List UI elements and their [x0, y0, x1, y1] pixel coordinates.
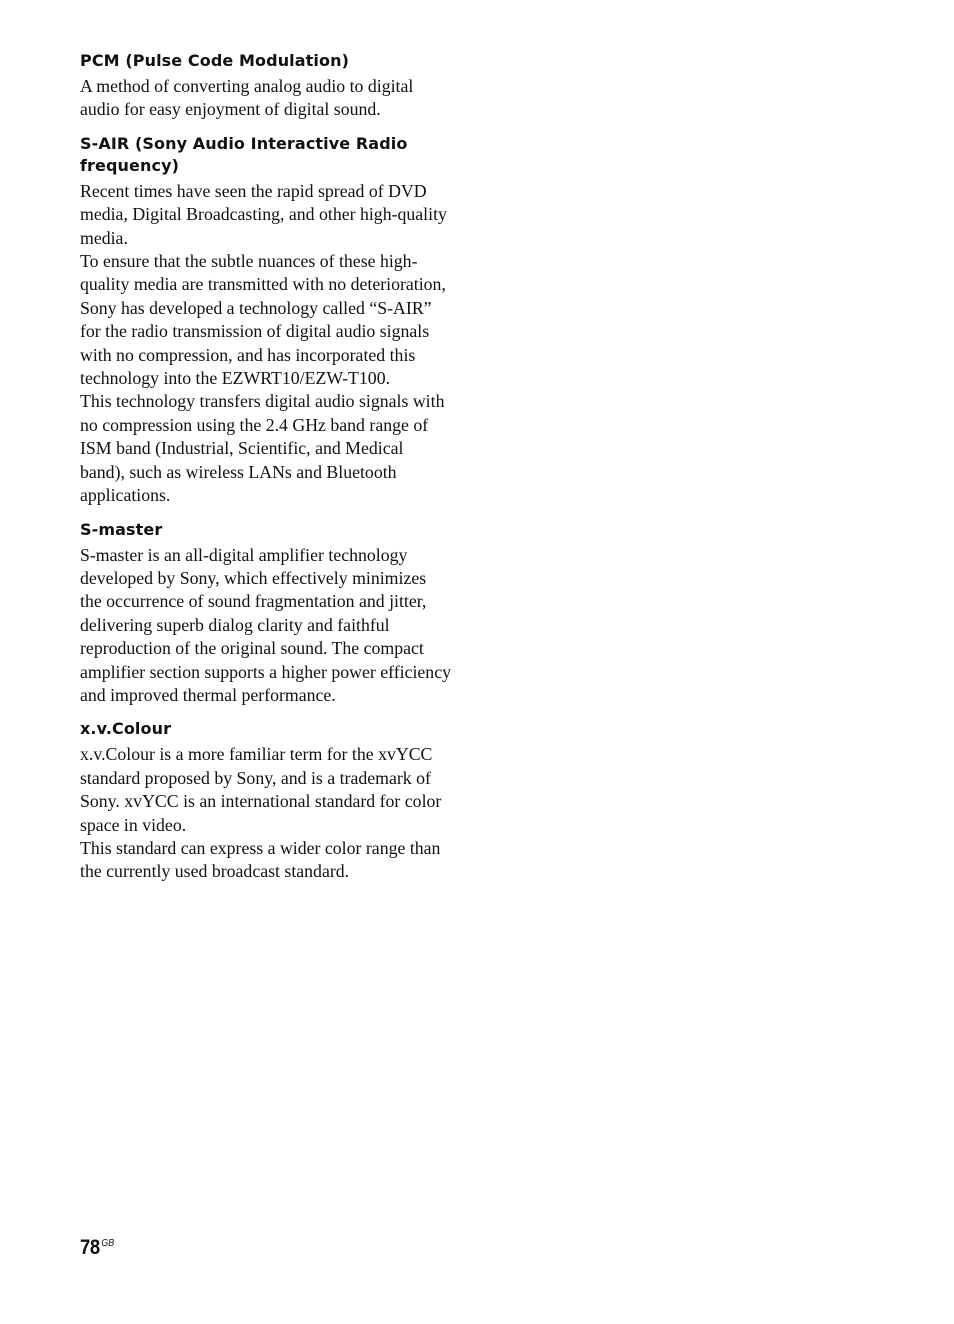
term-definition: [80, 544, 452, 708]
definition-paragraph: This technology transfers digital audio signals with no compression using the 2.4 GHz band range of ISM band (Industrial, Scientific, and Medical band), such as wireless LANs and Bluetooth applications.: [80, 391, 445, 506]
glossary-entry-xv-colour: [80, 718, 452, 883]
glossary-entry-pcm: [80, 50, 452, 122]
page-number: [80, 1230, 114, 1262]
definition-paragraph: Recent times have seen the rapid spread of DVD media, Digital Broadcasting, and other high-quality media.: [80, 180, 447, 248]
definition-paragraph: S-master is an all-digital amplifier technology developed by Sony, which effectively minimizes the occurrence of sound fragmentation and jitter, delivering superb dialog clarity and faithful reproduction of the original sound. The compact amplifier section supports a higher power efficiency and improved thermal performance.: [80, 544, 451, 705]
term-definition: [80, 180, 452, 508]
glossary-entry-s-air: [80, 133, 452, 508]
definition-paragraph: x.v.Colour is a more familiar term for the xvYCC standard proposed by Sony, and is a trademark of Sony. xvYCC is an international standard for color space in video.: [80, 744, 442, 835]
term-heading: x.v.Colour: [80, 719, 172, 739]
definition-paragraph: To ensure that the subtle nuances of these high-quality media are transmitted with no deterioration, Sony has developed a technology called “S-AIR” for the radio transmission of digital audio signals with no compression, and has incorporated this technology into the EZWRT10/EZW-T100.: [80, 251, 446, 389]
term-heading: S-AIR (Sony Audio Interactive Radio frequency): [80, 133, 408, 175]
glossary-entry-s-master: [80, 519, 452, 708]
definition-paragraph: This standard can express a wider color range than the currently used broadcast standard.: [80, 837, 441, 882]
term-definition: [80, 75, 452, 122]
page-number-suffix: GB: [101, 1238, 115, 1249]
definition-paragraph: A method of converting analog audio to digital audio for easy enjoyment of digital sound.: [80, 76, 414, 120]
term-heading: S-master: [80, 519, 163, 539]
term-heading: PCM (Pulse Code Modulation): [80, 51, 349, 70]
term-definition: [80, 743, 452, 883]
glossary-column: [80, 50, 452, 895]
page-number-value: 78: [80, 1236, 100, 1259]
